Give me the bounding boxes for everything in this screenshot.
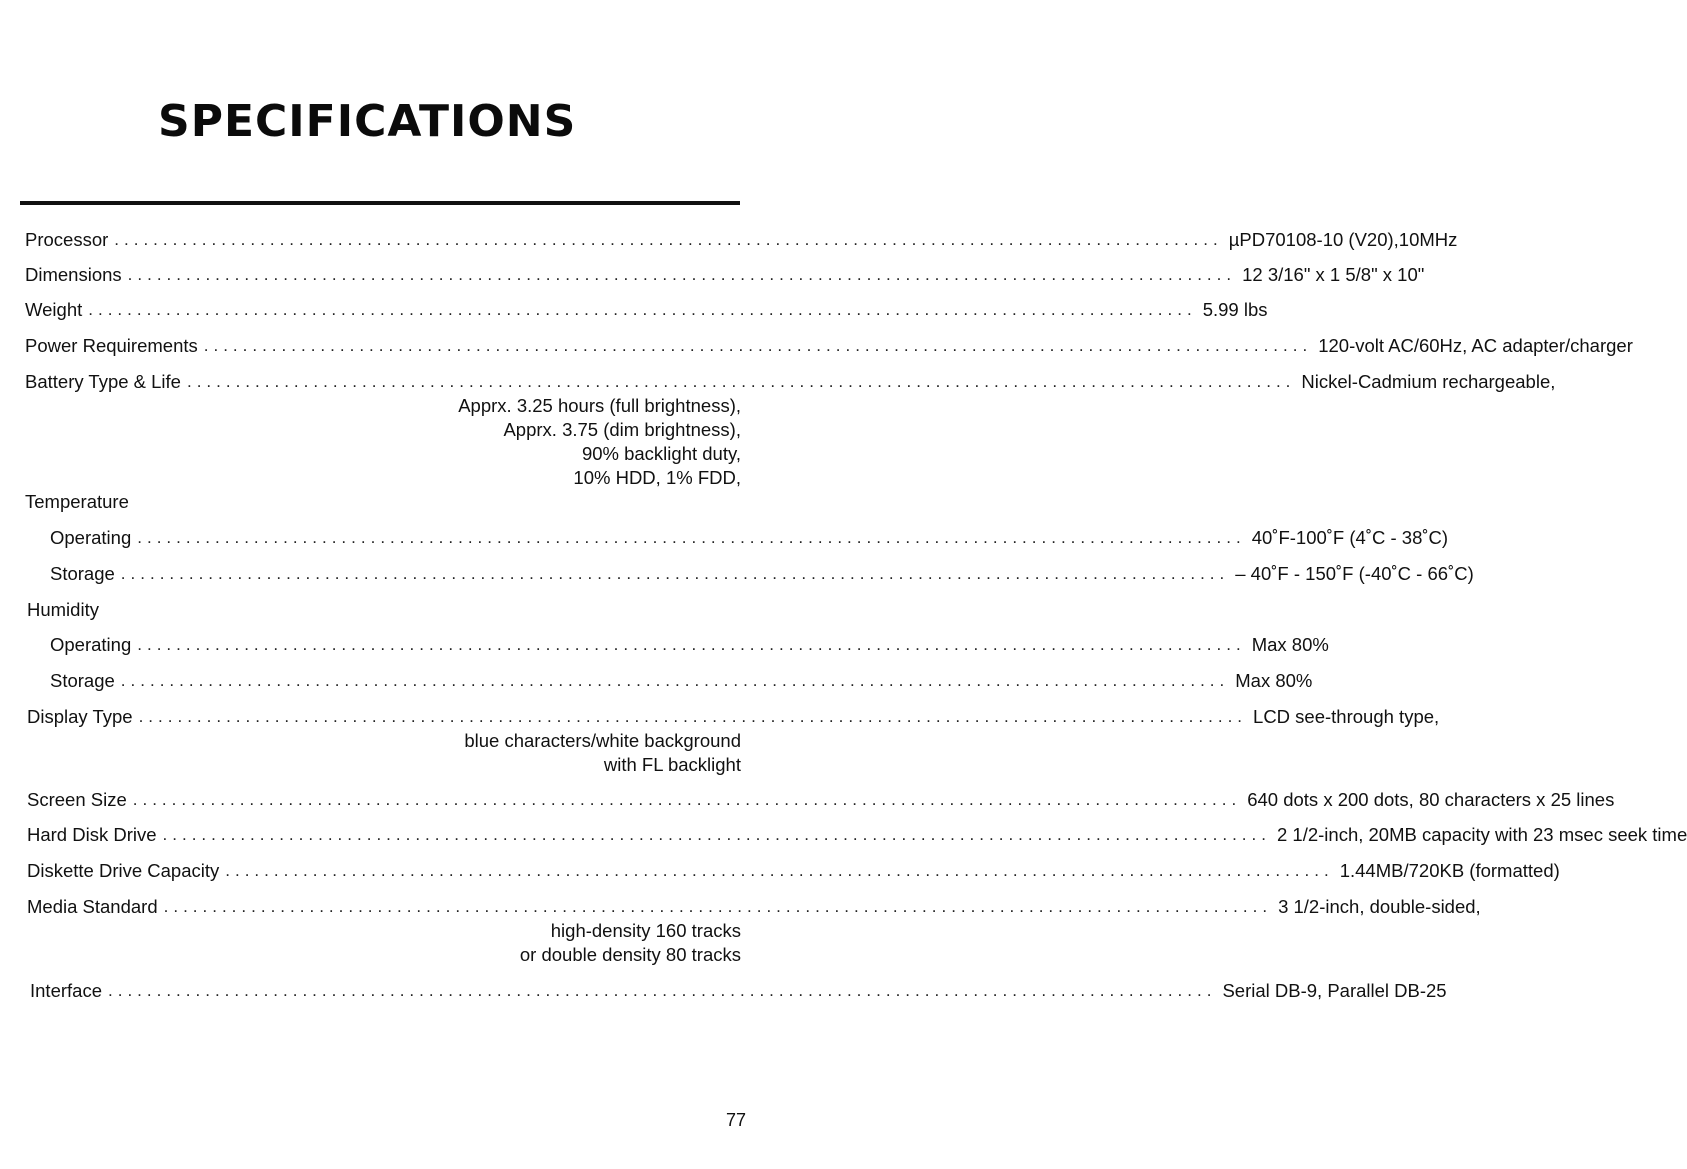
spec-screen [0,788,1615,812]
spec-label: Processor [25,229,109,250]
spec-value-line: with FL backlight [603,754,741,775]
spec-value-line: 10% HDD, 1% FDD, [573,467,741,488]
dot-leader: .................................................................................................................. [203,336,1313,355]
dot-leader: .................................................................................................................. [132,790,1242,809]
spec-value-line: 90% backlight duty, [581,443,741,464]
spec-label: Temperature [25,491,129,512]
spec-label: Media Standard [27,896,158,917]
page-title: SPECIFICATIONS [158,96,577,147]
spec-label: Storage [50,670,115,691]
spec-power [0,334,1633,358]
spec-value: Nickel-Cadmium rechargeable, [1301,371,1556,392]
spec-value: LCD see-through type, [1253,706,1440,727]
spec-label: Power Requirements [25,335,198,356]
page-number: 77 [726,1110,747,1130]
spec-value-line: Apprx. 3.75 (dim brightness), [503,419,741,440]
spec-label: Screen Size [27,789,127,810]
spec-weight [0,298,1268,322]
dot-leader: .................................................................................................................. [138,707,1248,726]
spec-value: 1.44MB/720KB (formatted) [1339,860,1560,881]
dot-leader: .................................................................................................................. [127,265,1237,284]
spec-label: Operating [50,634,132,655]
spec-value-line: Apprx. 3.25 hours (full brightness), [458,395,741,416]
spec-label: Interface [30,980,102,1001]
spec-hdd [0,823,1687,847]
dot-leader: .................................................................................................................. [120,564,1230,583]
spec-humidity-storage [0,669,1313,693]
dot-leader: .................................................................................................................. [137,635,1246,654]
spec-label: Weight [25,299,83,320]
spec-value: 640 dots x 200 dots, 80 characters x 25 lines [1247,789,1615,810]
spec-value-line: high-density 160 tracks [550,920,741,941]
spec-value: Max 80% [1235,670,1313,691]
dot-leader: .................................................................................................................. [186,372,1296,391]
dot-leader: .................................................................................................................. [162,825,1271,844]
spec-value: 3 1/2-inch, double-sided, [1278,896,1481,917]
spec-label: Dimensions [25,264,122,285]
spec-humidity-operating [0,633,1329,657]
spec-temperature-operating [0,526,1449,550]
spec-value: 5.99 lbs [1202,299,1268,320]
dot-leader: .................................................................................................................. [163,897,1273,916]
spec-humidity-heading [0,598,795,622]
spec-temperature-storage [0,562,1474,586]
dot-leader: .................................................................................................................. [114,230,1223,249]
spec-battery [0,370,1556,490]
spec-value: – 40˚F - 150˚F (-40˚C - 66˚C) [1235,563,1474,584]
spec-interface [0,979,1447,1003]
spec-label: Diskette Drive Capacity [27,860,220,881]
spec-value: 120-volt AC/60Hz, AC adapter/charger [1318,335,1633,356]
spec-dimensions [0,263,1425,287]
spec-label: Hard Disk Drive [27,824,157,845]
spec-value: 12 3/16" x 1 5/8" x 10" [1242,264,1425,285]
spec-diskette [0,859,1560,883]
spec-label: Battery Type & Life [25,371,181,392]
title-divider [20,201,740,205]
spec-value: 2 1/2-inch, 20MB capacity with 23 msec seek time [1276,824,1687,845]
spec-value-line: blue characters/white background [464,730,741,751]
spec-value: µPD70108-10 (V20),10MHz [1228,229,1458,250]
spec-processor [0,228,1458,252]
spec-label: Display Type [27,706,133,727]
spec-value: Max 80% [1251,634,1329,655]
spec-value: 40˚F-100˚F (4˚C - 38˚C) [1251,527,1449,548]
dot-leader: .................................................................................................................. [137,528,1246,547]
dot-leader: .................................................................................................................. [225,861,1334,880]
spec-value-line: or double density 80 tracks [519,944,741,965]
spec-label: Storage [50,563,115,584]
spec-value: Serial DB-9, Parallel DB-25 [1222,980,1447,1001]
spec-label: Operating [50,527,132,548]
dot-leader: .................................................................................................................. [120,671,1230,690]
spec-temperature-heading [0,490,795,514]
spec-label: Humidity [27,599,99,620]
dot-leader: .................................................................................................................. [88,300,1197,319]
dot-leader: .................................................................................................................. [108,981,1217,1000]
spec-display [0,705,1440,777]
spec-media [0,895,1481,967]
